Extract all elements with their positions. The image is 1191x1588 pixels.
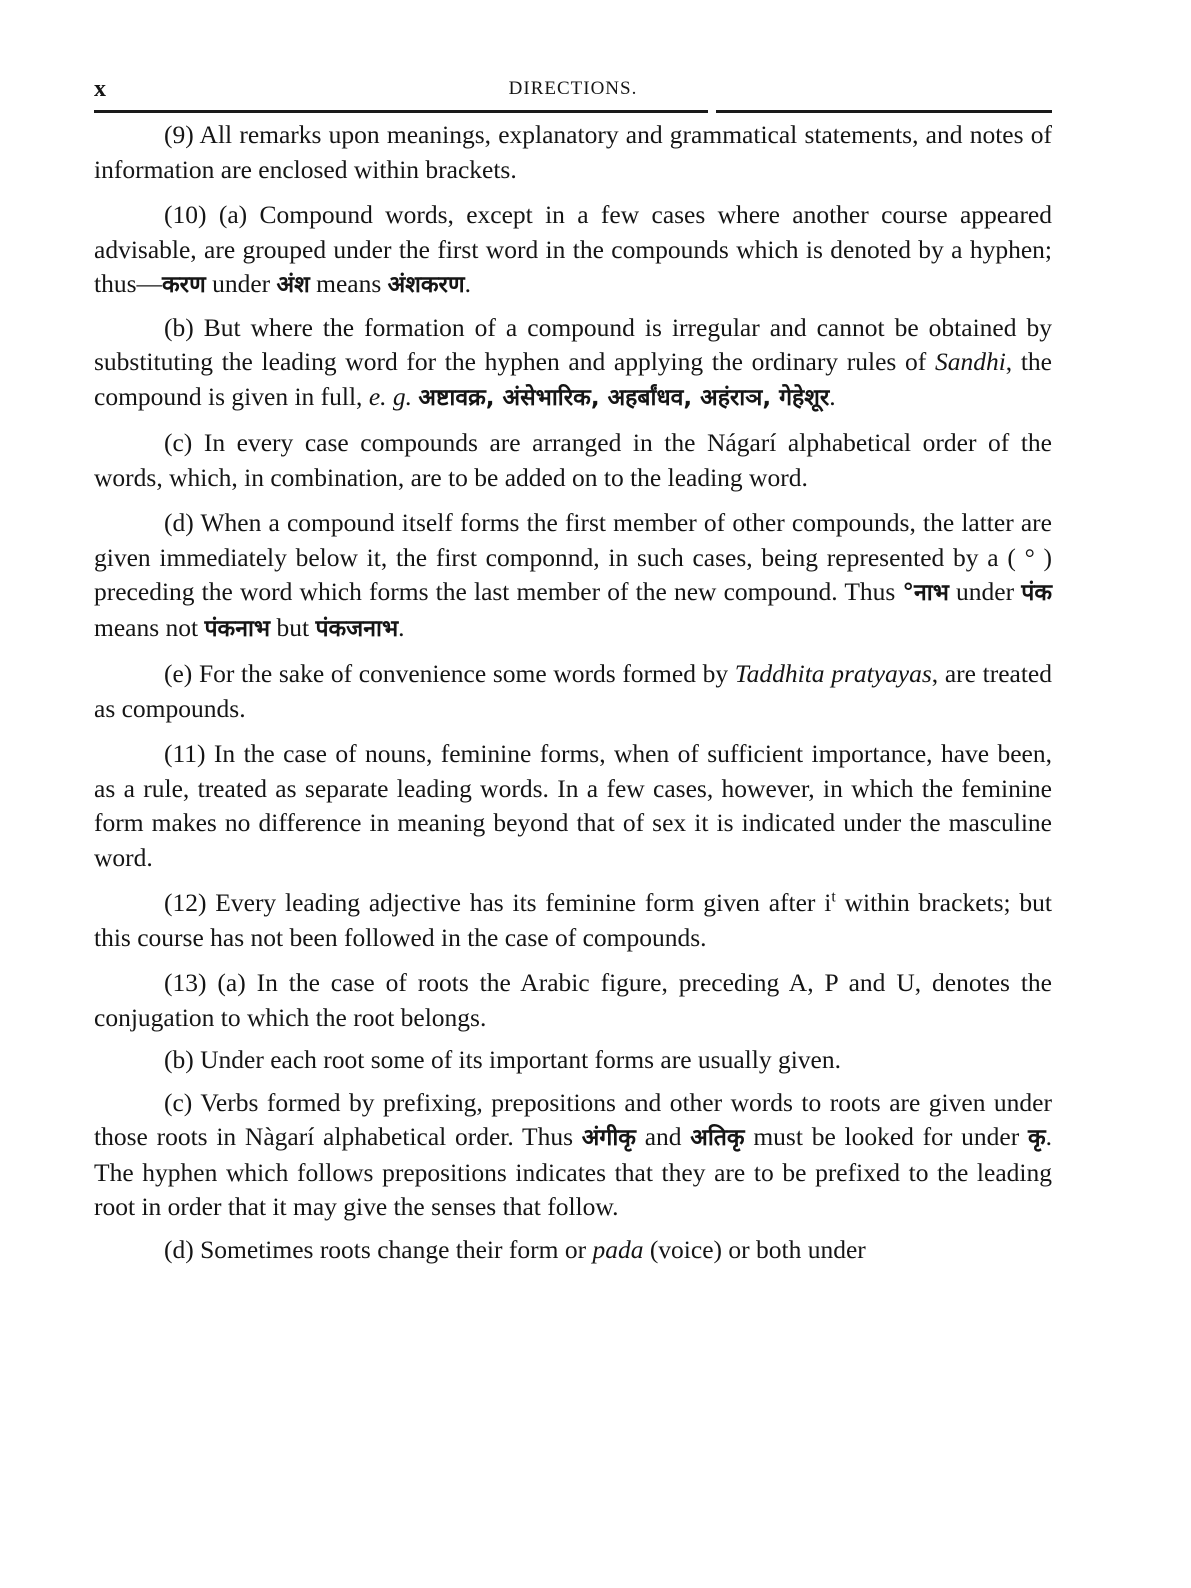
paragraph-10a: (10) (a) Compound words, except in a few cases where another course appeared advisable, are grouped under the first word in the compounds which is denoted by a hyphen; thus—करण under अंश means अंशकरण. xyxy=(94,200,1052,298)
devanagari-term: अतिकृ xyxy=(690,1125,745,1151)
paragraph-13a: (13) (a) In the case of roots the Arabic figure, preceding A, P and U, denotes the conjugation to which the root belongs. xyxy=(94,968,1052,1032)
devanagari-term: पंकजनाभ xyxy=(315,615,399,642)
paragraph-10b: (b) But where the formation of a compound is irregular and cannot be obtained by substituting the leading word for the hyphen and applying the ordinary rules of Sandhi, the compound is given in full, e. g. अष्टावक्र, अंसेभारिक, अहर्बांधव, अहंराञ, गेहेशूर. xyxy=(94,312,1052,411)
paragraph-10e: (e) For the sake of convenience some words formed by Taddhita pratyayas, are treated as compounds. xyxy=(94,659,1052,723)
header-rule-left xyxy=(94,110,708,113)
devanagari-term: पंक xyxy=(1021,580,1052,606)
paragraph-9: (9) All remarks upon meanings, explanatory and grammatical statements, and notes of information are enclosed within brackets. xyxy=(94,120,1052,184)
page-number: x xyxy=(94,76,106,102)
devanagari-term: पंकनाभ xyxy=(204,615,271,642)
devanagari-term: अंगीकृ xyxy=(581,1125,636,1151)
paragraph-12: (12) Every leading adjective has its feminine form given after $i^t$ within brackets; but this course has not been followed in the case of compounds. xyxy=(94,888,1052,952)
paragraph-10d: (d) When a compound itself forms the first member of other compounds, the latter are given immediately below it, the first componnd, in such cases, being represented by a ( ° ) preceding the word which forms the last member of the new compound. Thus °नाभ under पंक means not पंकनाभ but पंकजनाभ. xyxy=(94,508,1052,642)
paragraph-10c: (c) In every case compounds are arranged in the Nágarí alphabetical order of the words, which, in combination, are to be added on to the leading word. xyxy=(94,428,1052,492)
paragraph-13c: (c) Verbs formed by prefixing, prepositions and other words to roots are given under those roots in Nàgarí alphabetical order. Thus अंगीकृ and अतिकृ must be looked for under कृ. The hyphen which follows prepositions indicates that they are to be prefixed to the leading root in order that it may give the senses that follow. xyxy=(94,1087,1053,1221)
devanagari-term: करण xyxy=(162,272,206,298)
running-head: DIRECTIONS. xyxy=(508,78,638,99)
devanagari-term: कृ xyxy=(1027,1125,1046,1151)
paragraph-13d: (d) Sometimes roots change their form or pada (voice) or both under xyxy=(164,1234,866,1264)
devanagari-examples: अष्टावक्र, अंसेभारिक, अहर्बांधव, अहंराञ, गेहेशूर xyxy=(418,384,830,411)
document-body xyxy=(94,118,1052,1278)
paragraph-13b: (b) Under each root some of its important forms are usually given. xyxy=(164,1045,841,1074)
paragraph-11: (11) In the case of nouns, feminine forms, when of sufficient importance, have been, as a rule, treated as separate leading words. In a few cases, however, in which the feminine form makes no difference in meaning beyond that of sex it is indicated under the masculine word. xyxy=(94,739,1052,872)
devanagari-term: अंशकरण xyxy=(387,272,465,298)
header-rule-right xyxy=(716,110,1052,113)
page-header xyxy=(94,76,1052,104)
devanagari-term: °नाभ xyxy=(902,580,949,606)
devanagari-term: अंश xyxy=(276,272,310,298)
